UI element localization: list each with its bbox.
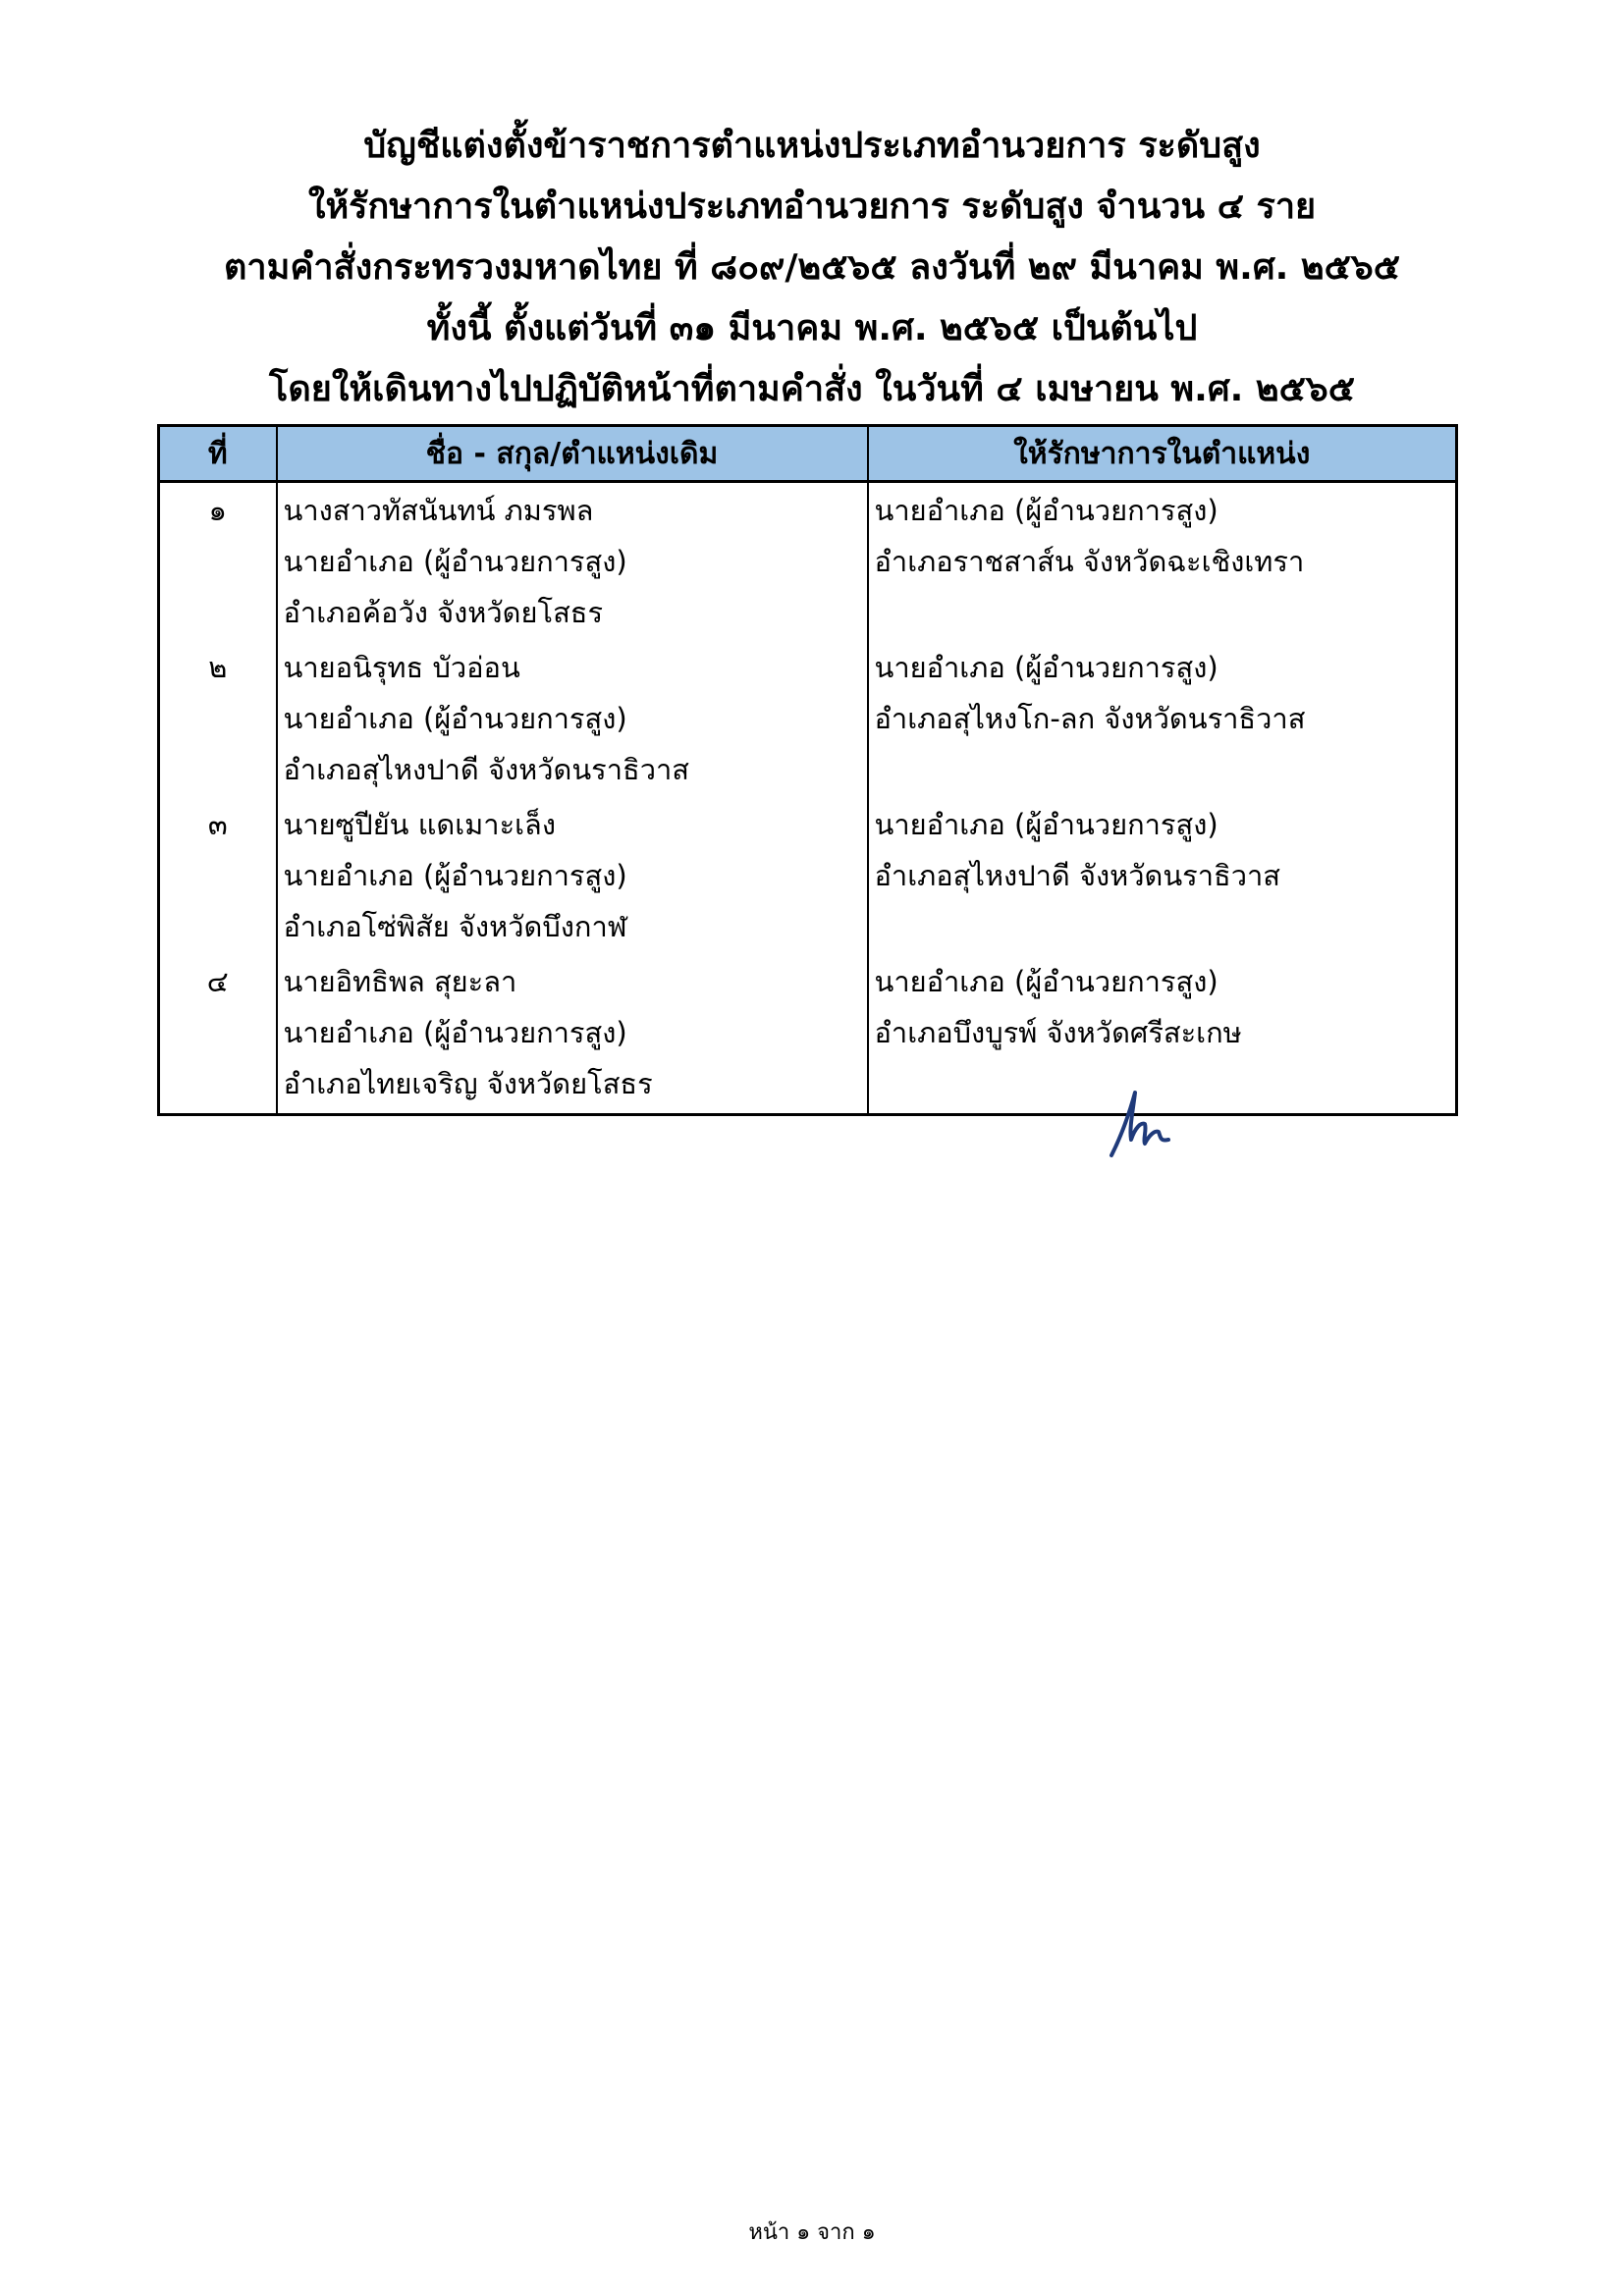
new-district: อำเภอสุไหงปาดี จังหวัดนราธิวาส	[874, 859, 1280, 892]
row-number: ๔	[159, 954, 277, 1115]
page-number: หน้า ๑ จาก ๑	[748, 2220, 876, 2245]
header-name: ชื่อ - สกุล/ตำแหน่งเดิม	[277, 426, 868, 482]
person-name: นายอิทธิพล สุยะลา	[283, 965, 517, 998]
row-number: ๑	[159, 482, 277, 641]
table-row	[159, 640, 1457, 797]
header-no: ที่	[159, 426, 277, 482]
table-header-row	[159, 426, 1457, 482]
old-position: นายอำเภอ (ผู้อำนวยการสูง)	[283, 859, 627, 892]
heading-line-1: บัญชีแต่งตั้งข้าราชการตำแหน่งประเภทอำนวยการ ระดับสูง	[363, 126, 1261, 166]
original-position-cell	[277, 640, 868, 797]
new-position: นายอำเภอ (ผู้อำนวยการสูง)	[874, 651, 1218, 684]
new-position: นายอำเภอ (ผู้อำนวยการสูง)	[874, 808, 1218, 841]
old-district: อำเภอโซ่พิสัย จังหวัดบึงกาฬ	[283, 910, 627, 943]
old-district: อำเภอไทยเจริญ จังหวัดยโสธร	[283, 1067, 653, 1100]
handwritten-signature	[1100, 1085, 1178, 1163]
original-position-cell	[277, 482, 868, 641]
old-position: นายอำเภอ (ผู้อำนวยการสูง)	[283, 702, 627, 735]
person-name: นายซูปียัน แดเมาะเล็ง	[283, 808, 556, 841]
new-district: อำเภอราชสาส์น จังหวัดฉะเชิงเทรา	[874, 545, 1305, 578]
original-position-cell	[277, 954, 868, 1115]
acting-position-cell	[868, 797, 1457, 954]
original-position-cell	[277, 797, 868, 954]
new-district: อำเภอบึงบูรพ์ จังหวัดศรีสะเกษ	[874, 1016, 1242, 1049]
heading-line-5: โดยให้เดินทางไปปฏิบัติหน้าที่ตามคำสั่ง ในวันที่ ๔ เมษายน พ.ศ. ๒๕๖๕	[269, 369, 1355, 409]
heading-line-3: ตามคำสั่งกระทรวงมหาดไทย ที่ ๘๐๙/๒๕๖๕ ลงวันที่ ๒๙ มีนาคม พ.ศ. ๒๕๖๕	[224, 247, 1400, 288]
table-row	[159, 797, 1457, 954]
new-district: อำเภอสุไหงโก-ลก จังหวัดนราธิวาส	[874, 702, 1306, 735]
document-heading	[0, 116, 1624, 420]
row-number: ๒	[159, 640, 277, 797]
acting-position-cell	[868, 640, 1457, 797]
header-assignment: ให้รักษาการในตำแหน่ง	[868, 426, 1457, 482]
old-district: อำเภอสุไหงปาดี จังหวัดนราธิวาส	[283, 753, 689, 786]
table-row	[159, 482, 1457, 641]
old-district: อำเภอค้อวัง จังหวัดยโสธร	[283, 596, 604, 629]
new-position: นายอำเภอ (ผู้อำนวยการสูง)	[874, 965, 1218, 998]
old-position: นายอำเภอ (ผู้อำนวยการสูง)	[283, 1016, 627, 1049]
old-position: นายอำเภอ (ผู้อำนวยการสูง)	[283, 545, 627, 578]
person-name: นางสาวทัสนันทน์ ภมรพล	[283, 494, 594, 527]
person-name: นายอนิรุทธ บัวอ่อน	[283, 651, 520, 684]
heading-line-2: ให้รักษาการในตำแหน่งประเภทอำนวยการ ระดับสูง จำนวน ๔ ราย	[307, 187, 1317, 227]
new-position: นายอำเภอ (ผู้อำนวยการสูง)	[874, 494, 1218, 527]
acting-position-cell	[868, 482, 1457, 641]
appointment-table	[157, 424, 1458, 1116]
heading-line-4: ทั้งนี้ ตั้งแต่วันที่ ๓๑ มีนาคม พ.ศ. ๒๕๖๕ เป็นต้นไป	[426, 308, 1198, 348]
row-number: ๓	[159, 797, 277, 954]
table-row	[159, 954, 1457, 1115]
